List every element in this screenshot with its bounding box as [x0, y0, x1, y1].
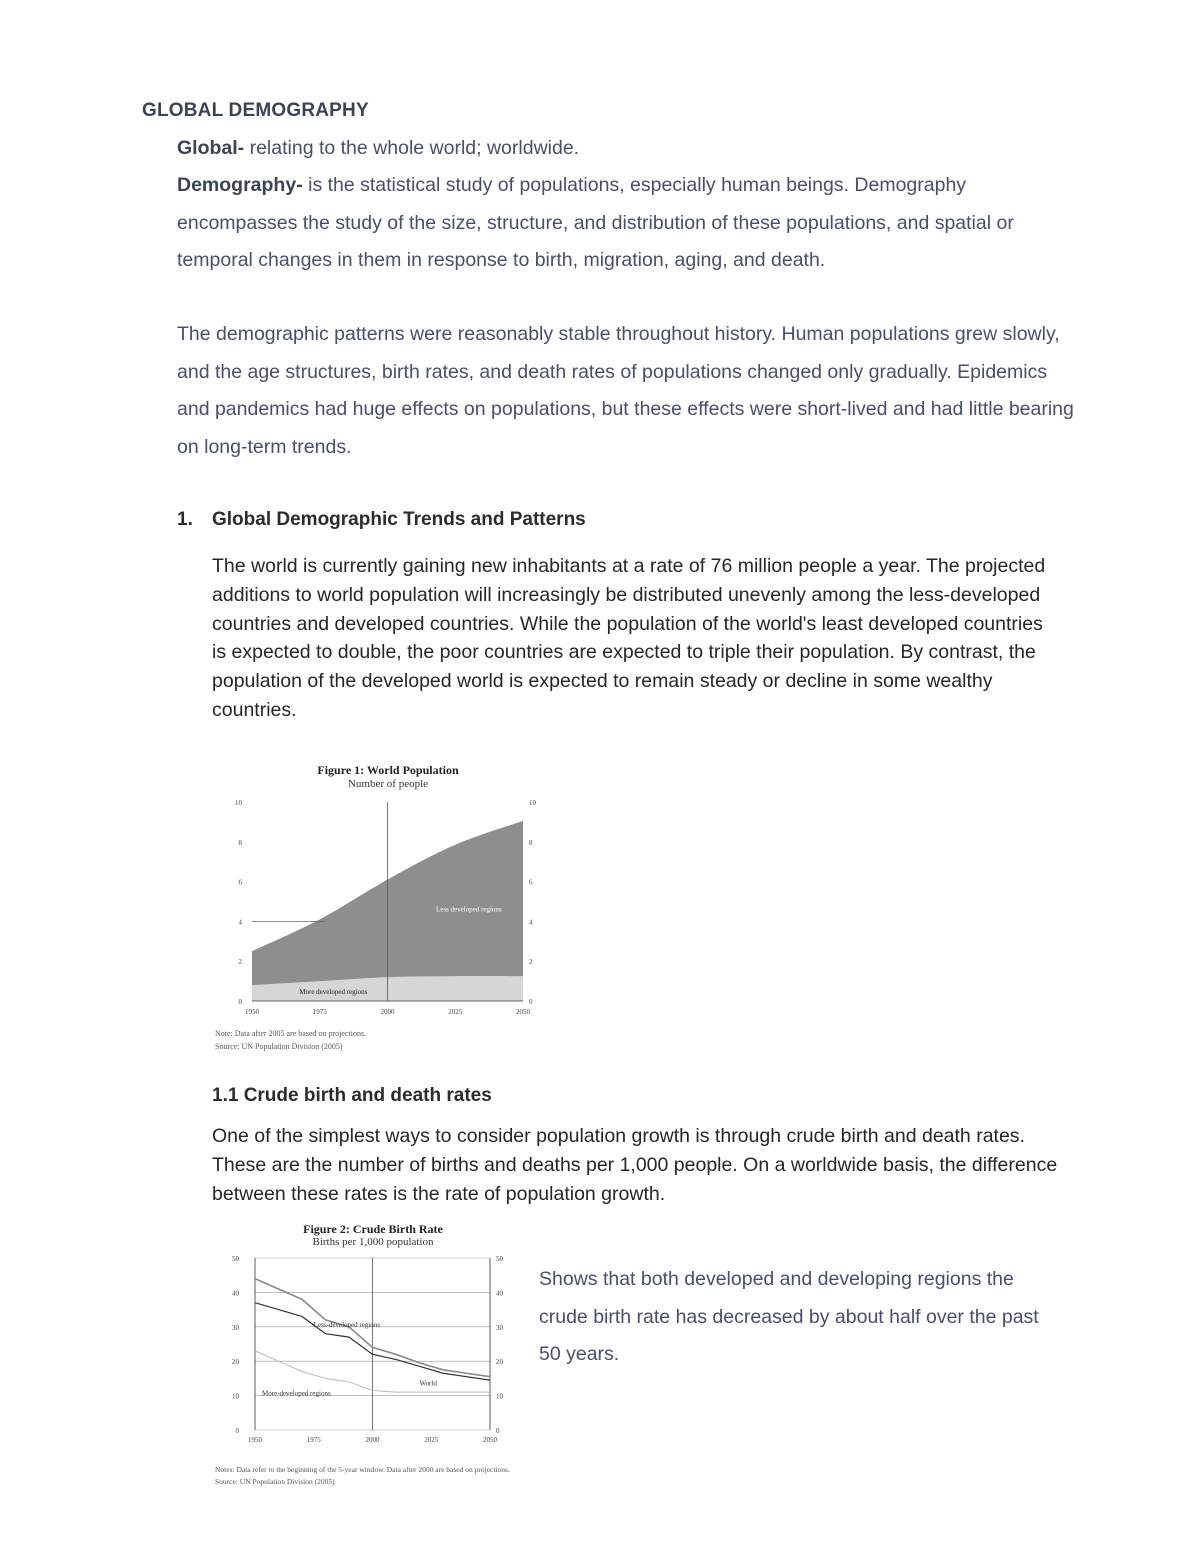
section-1-title: Global Demographic Trends and Patterns: [212, 509, 586, 530]
x-tick-label: 2025: [424, 1436, 439, 1444]
y-tick-right: 10: [529, 799, 536, 807]
y-tick-left: 50: [232, 1255, 239, 1263]
y-tick-right: 4: [529, 918, 533, 927]
x-tick-label: 2000: [380, 1008, 395, 1016]
y-tick-right: 10: [496, 1392, 503, 1401]
section-1-number: 1.: [177, 509, 193, 530]
x-tick-label: 1950: [248, 1436, 262, 1444]
y-tick-left: 2: [238, 958, 242, 967]
x-tick-label: 1975: [312, 1008, 327, 1016]
figure-1-note: Note: Data after 2005 are based on projections.: [215, 1029, 367, 1038]
x-tick-label: 2000: [365, 1436, 380, 1444]
document-title: GLOBAL DEMOGRAPHY: [142, 100, 369, 121]
term-global: Global-: [177, 137, 245, 159]
section-1-1-paragraph: One of the simplest ways to consider population growth is through crude birth and death rates. These are the number of births and deaths per 1,000 people. On a worldwide basis, the difference between these rates is the rate of population growth.: [212, 1125, 1058, 1205]
section-1-paragraph: The world is currently gaining new inhabitants at a rate of 76 million people a year. The projected additions to world population will increasingly be distributed unevenly among the less-developed countries and developed countries. While the population of the world's least developed countries is expected to double, the poor countries are expected to triple their population. By contrast, the population of the developed world is expected to remain steady or decline in some wealthy countries.: [212, 555, 1046, 721]
figure-2-title: Figure 2: Crude Birth Rate: [303, 1222, 443, 1236]
definition-demography-text: is the statistical study of populations, especially human beings. Demography encompasses the study of the size, structure, and distribution of these populations, and spatial or temporal changes in them in response to birth, migration, aging, and death.: [177, 174, 1014, 271]
y-tick-left: 40: [232, 1289, 239, 1298]
definition-global: [177, 130, 1077, 168]
section-1-1-heading: 1.1 Crude birth and death rates: [212, 1085, 492, 1106]
y-tick-left: 6: [238, 878, 242, 887]
y-tick-left: 10: [232, 1392, 239, 1401]
y-tick-right: 30: [496, 1323, 503, 1332]
y-tick-left: 0: [238, 998, 242, 1006]
label-more-developed: More developed regions: [299, 988, 368, 997]
figure-2-crude-birth-rate: [210, 1220, 530, 1490]
x-tick-label: 1950: [245, 1008, 259, 1016]
figure-2-subtitle: Births per 1,000 population: [312, 1236, 434, 1248]
x-tick-label: 1975: [306, 1436, 321, 1444]
y-tick-right: 2: [529, 958, 533, 967]
y-tick-left: 30: [232, 1323, 239, 1332]
y-tick-left: 4: [238, 918, 242, 927]
x-tick-label: 2050: [483, 1436, 497, 1444]
y-tick-right: 8: [529, 838, 533, 847]
figure-1-world-population: [210, 760, 550, 1055]
figure-1-title: Figure 1: World Population: [317, 763, 459, 777]
label-less-developed: Less-developed regions: [313, 1320, 381, 1329]
y-tick-right: 6: [529, 878, 533, 887]
x-tick-label: 2025: [448, 1008, 463, 1016]
y-tick-right: 0: [496, 1427, 500, 1435]
y-tick-right: 50: [496, 1255, 503, 1263]
figure-2-note: Notes: Data refer to the beginning of the 5-year window. Data after 2000 are based on projections.: [215, 1465, 510, 1474]
definition-global-text: relating to the whole world; worldwide.: [244, 137, 580, 159]
y-tick-right: 0: [529, 998, 533, 1006]
y-tick-right: 20: [496, 1358, 503, 1367]
y-tick-left: 10: [235, 799, 242, 807]
y-tick-left: 8: [238, 838, 242, 847]
label-less-developed: Less developed regions: [435, 905, 502, 914]
y-tick-right: 40: [496, 1289, 503, 1298]
y-tick-left: 20: [232, 1358, 239, 1367]
term-demography: Demography-: [177, 174, 303, 196]
figure-1-subtitle: Number of people: [347, 778, 429, 790]
figure-2-side-note: Shows that both developed and developing regions the crude birth rate has decreased by about half over the past 50 years.: [539, 1268, 1039, 1365]
y-tick-left: 0: [235, 1427, 239, 1435]
x-tick-label: 2050: [516, 1008, 530, 1016]
figure-1-source: Source: UN Population Division (2005): [215, 1042, 343, 1051]
figure-2-source: Source: UN Population Division (2005): [215, 1477, 335, 1486]
intro-paragraph: The demographic patterns were reasonably stable throughout history. Human populations grew slowly, and the age structures, birth rates, and death rates of populations changed only gradually. Epidemics and pandemics had huge effects on populations, but these effects were short-lived and had little bearing on long-term trends.: [177, 323, 1074, 458]
label-world: World: [419, 1379, 437, 1388]
section-1-heading: [177, 509, 586, 531]
label-more-developed: More-developed regions: [262, 1389, 331, 1398]
definition-demography: [177, 167, 1077, 280]
